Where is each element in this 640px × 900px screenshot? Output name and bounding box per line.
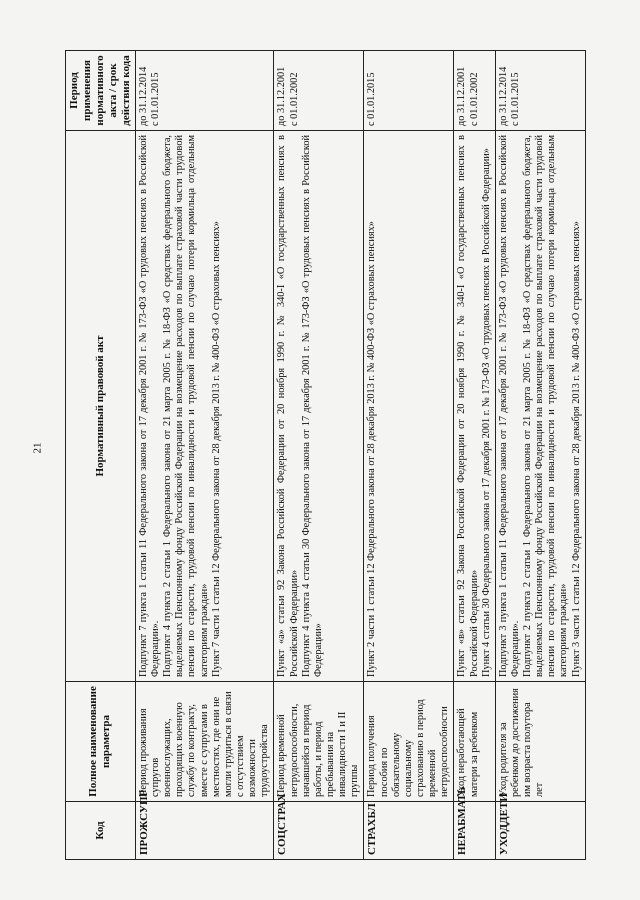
row-legal-acts (274, 131, 364, 682)
row-code: ПРОЖСУПР (135, 802, 274, 860)
page-number: 21 (31, 442, 44, 454)
row-periods (454, 51, 495, 131)
period-date: до 31.12.2001 (456, 66, 468, 126)
period-date: до 31.12.2001 (276, 66, 288, 126)
row-legal-acts (454, 131, 495, 682)
rotated-table-sheet (65, 50, 582, 860)
row-code: СТРАХБЛ (364, 802, 454, 860)
row-periods (495, 51, 585, 131)
row-periods (364, 51, 454, 131)
parameters-table (65, 50, 586, 860)
legal-act-text: Пункт 4 статьи 30 Федерального закона от 17 декабря 2001 г. № 173-ФЗ «О трудовых пенсиях в Российской Федерации» (480, 148, 492, 677)
period-date: с 01.01.2015 (509, 72, 521, 126)
period-date: с 01.01.2015 (366, 72, 378, 126)
legal-act-text: Подпункт 3 пункта 1 статьи 11 Федерального закона от 17 декабря 2001 г. № 173-ФЗ «О трудовых пенсиях в Российской Федерации». (497, 135, 521, 677)
header-name: Полное наименование параметра (66, 682, 136, 802)
table-row (135, 51, 274, 860)
legal-act-text: Пункт «в» статьи 92 Закона Российской Федерации от 20 ноября 1990 г. № 340-I «О государственных пенсиях в Российской Федерации» (456, 135, 480, 677)
legal-act-text: Пункт 3 части 1 статьи 12 Федерального закона от 28 декабря 2013 г. № 400-ФЗ «О страховых пенсиях» (570, 221, 582, 677)
row-periods (135, 51, 274, 131)
table-row (454, 51, 495, 860)
row-parameter-name: Период временной нетрудоспособности, начавшейся в период работы, и период пребывания на инвалидности I и II группы (274, 682, 364, 802)
row-legal-acts (135, 131, 274, 682)
period-date: до 31.12.2014 (497, 66, 509, 126)
legal-act-text: Подпункт 2 пункта 2 статьи 1 Федерального закона от 21 марта 2005 г. № 18-ФЗ «О средствах федерального бюджета, выделяемых Пенсионному фонду Российской Федерации на возмещение расходов по выплате страховой части трудовой пенсии по старости, трудовой пенсии по инвалидности и трудовой пенсии по случаю потери кормильца отдельным категориям граждан» (522, 135, 570, 677)
row-code: УХОДДЕТИ (495, 802, 585, 860)
period-date: с 01.01.2015 (149, 72, 161, 126)
row-legal-acts (364, 131, 454, 682)
row-parameter-name: Период проживания супругов военнослужащих, проходящих военную службу по контракту, вместе с супругами в местностях, где они не могли трудиться в связи с отсутствием возможности трудоустройства (135, 682, 274, 802)
row-code: НЕРАБМАТЬ (454, 802, 495, 860)
period-date: с 01.01.2002 (468, 72, 480, 126)
row-code: СОЦСТРАХ (274, 802, 364, 860)
row-parameter-name: Уход родителя за ребенком до достижения им возраста полутора лет (495, 682, 585, 802)
legal-act-text: Подпункт 4 пункта 4 статьи 30 Федерального закона от 17 декабря 2001 г. № 173-ФЗ «О трудовых пенсиях в Российской Федерации» (300, 135, 324, 677)
legal-act-text: Подпункт 7 пункта 1 статьи 11 Федерального закона от 17 декабря 2001 г. № 173-ФЗ «О трудовых пенсиях в Российской Федерации». (137, 135, 161, 677)
period-date: до 31.12.2014 (137, 66, 149, 126)
table-row (364, 51, 454, 860)
row-parameter-name: Уход неработающей матери за ребенком (454, 682, 495, 802)
row-periods (274, 51, 364, 131)
row-legal-acts (495, 131, 585, 682)
legal-act-text: Пункт «а» статьи 92 Закона Российской Федерации от 20 ноября 1990 г. № 340-I «О государственных пенсиях в Российской Федерации» (276, 135, 300, 677)
legal-act-text: Подпункт 4 пункта 2 статьи 1 Федерального закона от 21 марта 2005 г. № 18-ФЗ «О средствах федерального бюджета, выделяемых Пенсионному фонду Российской Федерации на возмещение расходов по выплате страховой части трудовой пенсии по старости, трудовой пенсии по инвалидности и трудовой пенсии по случаю потери кормильца отдельным категориям граждан» (162, 135, 210, 677)
table-header-row (66, 51, 136, 860)
table-row (495, 51, 585, 860)
row-parameter-name: Период получения пособия по обязательному социальному страхованию в период временной нетрудоспособности (364, 682, 454, 802)
legal-act-text: Пункт 7 части 1 статьи 12 Федерального закона от 28 декабря 2013 г. № 400-ФЗ «О страховых пенсиях» (210, 221, 222, 677)
table-row (274, 51, 364, 860)
legal-act-text: Пункт 2 части 1 статьи 12 Федерального закона от 28 декабря 2013 г. № 400-ФЗ «О страховых пенсиях» (366, 221, 378, 677)
header-code: Код (66, 802, 136, 860)
period-date: с 01.01.2002 (288, 72, 300, 126)
header-act: Нормативный правовой акт (66, 131, 136, 682)
header-period: Период применения нормативного акта / срок действия кода (66, 51, 136, 131)
